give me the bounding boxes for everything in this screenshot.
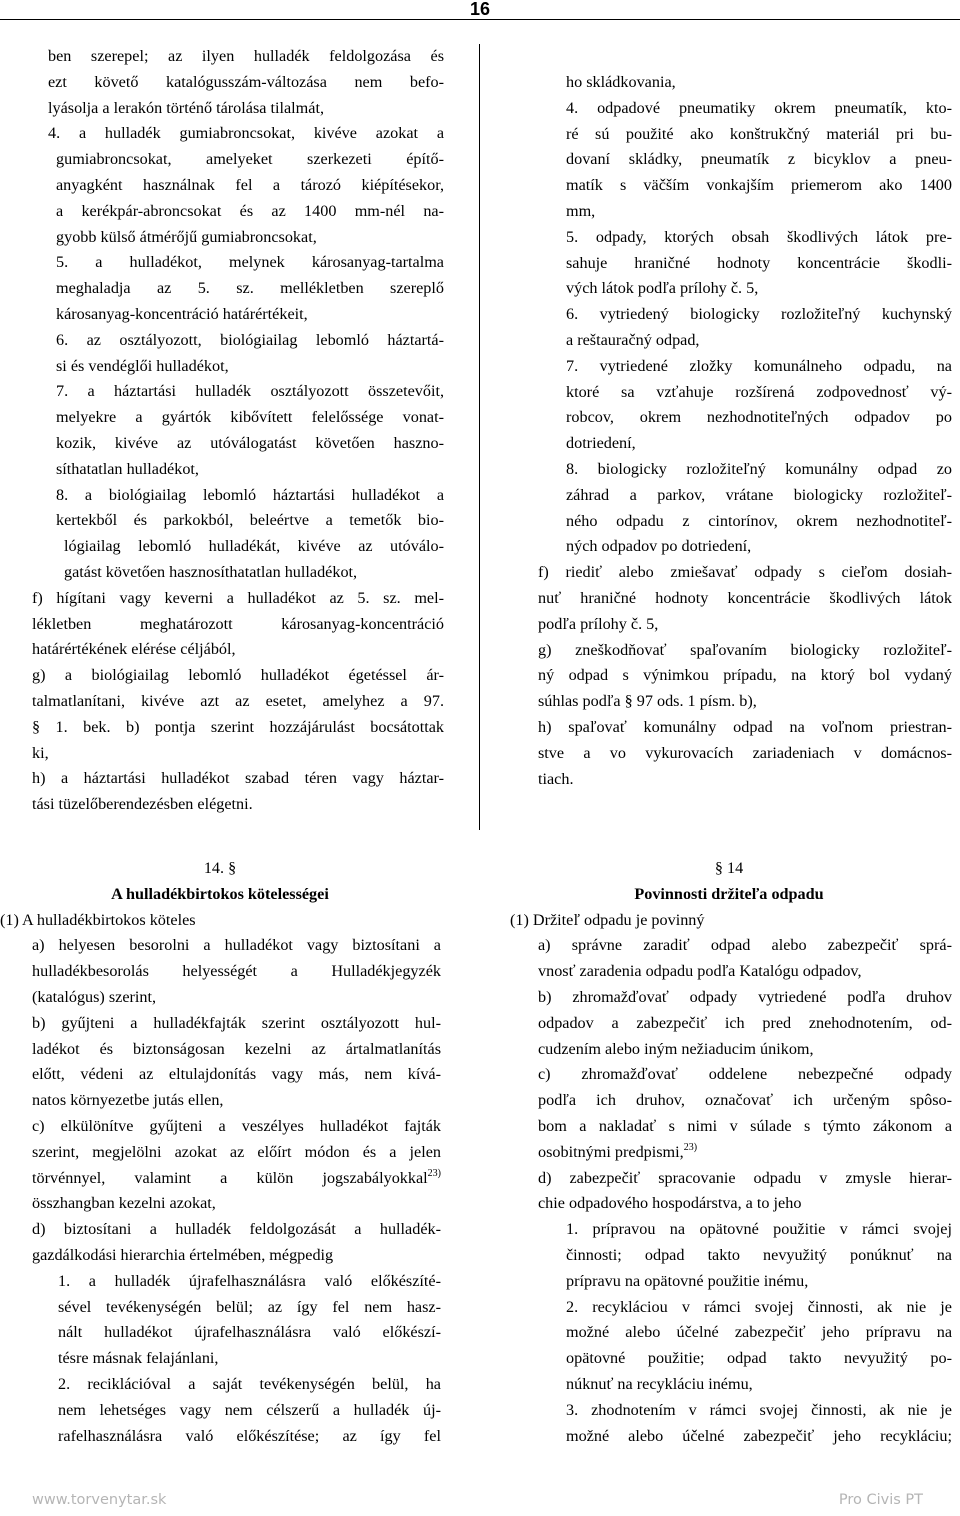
- line-text: matík s väčším vonkajším priemerom ako 1400: [566, 176, 952, 195]
- line-text: podľa ich druhov, označovať ich určeným spôso-: [538, 1091, 952, 1110]
- line-text: 1. a hulladék újrafelhasználásra való előkészíté-: [58, 1271, 441, 1290]
- line-text: lógiailag lebomló hulladékát, kivéve az utóválo-: [64, 537, 444, 556]
- line-text: anyagként használnak fel a tározó kiépítésekor,: [56, 175, 444, 194]
- sk-section-line: [566, 1217, 952, 1243]
- line-text: ezt követő katalógusszám-változása nem befo-: [48, 72, 444, 91]
- line-text: odpadov a zabezpečiť ich pred znehodnotením, od-: [538, 1013, 952, 1032]
- sk-section-line: [538, 959, 952, 985]
- sk-text-line: [566, 302, 952, 328]
- line-text: Povinnosti držiteľa odpadu: [634, 884, 824, 903]
- line-text: 2. reciklációval a saját tevékenységén belül, ha: [58, 1374, 441, 1393]
- line-text: síthatatlan hulladékot,: [56, 459, 199, 478]
- sk-section-line: [538, 985, 952, 1011]
- line-text: nem lehetséges vagy nem célszerű a hulladék új-: [58, 1400, 441, 1419]
- top-right-column: [0, 70, 960, 792]
- sk-text-line: [566, 225, 952, 251]
- line-text: gumiabroncsokat, amelyeket szerkezeti építő-: [56, 150, 444, 169]
- line-text: ben szerepel; az ilyen hulladék feldolgozása és: [48, 47, 444, 65]
- sk-section-line: [538, 1088, 952, 1114]
- line-text: (katalógus) szerint,: [32, 987, 157, 1006]
- line-text: 7. vytriedené zložky komunálneho odpadu, na: [566, 356, 952, 375]
- footer-publisher: Pro Civis PT: [838, 1492, 923, 1508]
- line-text: összhangban kezelni azokat,: [32, 1194, 216, 1213]
- line-text: dotriedení,: [566, 434, 636, 453]
- line-text: d) biztosítani a hulladék feldolgozását a hulladék-: [32, 1220, 441, 1239]
- line-text: b) zhromažďovať odpady vytriedené podľa druhov: [538, 987, 952, 1006]
- sk-text-line: [538, 560, 952, 586]
- line-text: hulladékbesorolás helyességét a Hulladékjegyzék: [32, 962, 441, 981]
- line-text: g) zneškodňovať spaľovaním biologicky rozložiteľ-: [538, 640, 952, 659]
- line-text: szerint, megjelölni azokat az előírt módon és a jelen: [32, 1142, 441, 1161]
- hu-text-line: [32, 792, 444, 818]
- line-text: f) riediť alebo zmiešavať odpady s cieľom dosiah-: [538, 563, 952, 582]
- sk-section-line: [498, 882, 960, 908]
- sk-text-line: [538, 663, 952, 689]
- line-text: nált hulladékot újrafelhasználásra való előkészí-: [58, 1323, 441, 1342]
- line-text: tiach.: [538, 769, 574, 788]
- line-text: tésre másnak felajánlani,: [58, 1349, 219, 1368]
- sk-section-line: [566, 1269, 952, 1295]
- line-text: § 14: [714, 859, 744, 877]
- line-text: 7. a háztartási hulladék osztályozott összetevőit,: [56, 382, 444, 401]
- line-text: sével tevékenységén belül; az így fel nem hasz-: [58, 1297, 441, 1316]
- line-text: vnosť zaradenia odpadu podľa Katalógu odpadov,: [538, 962, 862, 981]
- line-text: osobitnými predpismi,: [538, 1142, 684, 1161]
- sk-text-line: [566, 122, 952, 148]
- sk-text-line: [566, 405, 952, 431]
- sk-section-line: [566, 1295, 952, 1321]
- sk-section-line: [538, 1037, 952, 1063]
- line-text: 8. a biológiailag lebomló háztartási hulladékot a: [56, 485, 444, 504]
- line-text: (1) Držiteľ odpadu je povinný: [510, 910, 705, 929]
- line-text: határértékének elérése céljából,: [32, 640, 236, 659]
- line-text: a kerékpár-abroncsokat és az 1400 mm-nél na-: [56, 201, 444, 220]
- line-text: (1) A hulladékbirtokos köteles: [0, 910, 196, 929]
- line-text: ného odpadu z cintorínov, okrem nezhodnotiteľ-: [566, 511, 952, 530]
- line-text: meghaladja az 5. sz. mellékletben szereplő: [56, 279, 444, 298]
- sk-text-line: [566, 483, 952, 509]
- line-text: 14. §: [203, 859, 237, 877]
- line-text: robcov, okrem nezhodnotiteľných odpadov po: [566, 408, 952, 427]
- line-text: talmatlanítani, kivéve azt az esetet, amelyhez a 97.: [32, 691, 444, 710]
- sk-section-line: [538, 1191, 952, 1217]
- sk-text-line: [566, 354, 952, 380]
- line-text: nuť hraničné hodnoty koncentrácie škodlivých látok: [538, 588, 952, 607]
- sk-text-line: [566, 457, 952, 483]
- sk-text-line: [566, 147, 952, 173]
- line-text: ho skládkovania,: [566, 73, 676, 91]
- line-text: c) zhromažďovať oddelene nebezpečné odpady: [538, 1065, 952, 1084]
- sk-section-line: [566, 1398, 952, 1424]
- line-text: lékletben meghatározott károsanyag-koncentráció: [32, 614, 444, 633]
- line-text: činnosti; odpad takto nevyužitý ponúknuť na: [566, 1245, 952, 1264]
- sk-text-line: [566, 380, 952, 406]
- line-text: bom a nakladať s nimi v súlade s týmto zákonom a: [538, 1116, 952, 1135]
- line-text: 8. biologicky rozložiteľný komunálny odpad zo: [566, 459, 952, 478]
- line-text: ktoré sa vzťahuje rozšírená zodpovednosť vý-: [566, 382, 952, 401]
- sk-section-line: [538, 1166, 952, 1192]
- sk-section-line: [538, 933, 952, 959]
- line-text: előtt, védeni az eltulajdonítás vagy más, nem kívá-: [32, 1065, 441, 1084]
- line-text: možné alebo účelné zabezpečiť jeho recykláciu;: [566, 1426, 952, 1445]
- line-text: chie odpadového hospodárstva, a to jeho: [538, 1194, 802, 1213]
- line-text: 2. recykláciou v rámci svojej činnosti, ak nie je: [566, 1297, 952, 1316]
- line-text: f) hígítani vagy keverni a hulladékot az 5. sz. mel-: [32, 588, 444, 607]
- line-text: stve a vo vykurovacích zariadeniach v domácnos-: [538, 743, 952, 762]
- line-text: kertekből és parkokból, beleértve a temetők bio-: [56, 511, 444, 530]
- footer-website: www.torvenytar.sk: [32, 1492, 167, 1508]
- line-text: h) spaľovať komunálny odpad na voľnom priestran-: [538, 717, 952, 736]
- sk-section-line: [566, 1243, 952, 1269]
- line-text: opätovné použitie; odpad takto nevyužitý po-: [566, 1349, 952, 1368]
- line-text: ný odpad s výnimkou prípadu, na ktorý bol vydaný: [538, 666, 952, 685]
- footnote-ref: 23): [427, 1167, 441, 1179]
- line-text: prípravu na opätovné použitie inému,: [566, 1271, 809, 1290]
- sk-text-line: [566, 96, 952, 122]
- line-text: dovaní skládky, pneumatík z bicyklov a pneu-: [566, 150, 952, 169]
- line-text: 4. odpadové pneumatiky okrem pneumatík, kto-: [566, 98, 952, 117]
- sk-text-line: [566, 509, 952, 535]
- hu-text-line: [48, 44, 444, 70]
- sk-text-line: [566, 173, 952, 199]
- line-text: gyobb külső átmérőjű gumiabroncsokat,: [56, 227, 317, 246]
- sk-text-line: [566, 431, 952, 457]
- sk-text-line: [566, 276, 952, 302]
- sk-text-line: [566, 70, 952, 96]
- bottom-right-column: [0, 856, 960, 1449]
- line-text: 1. prípravou na opätovné použitie v rámci svojej: [566, 1220, 952, 1239]
- line-text: rafelhasználásra való előkészítése; az így fel: [58, 1426, 441, 1445]
- line-text: károsanyag-koncentráció határértékeit,: [56, 304, 308, 323]
- sk-section-line: [538, 1011, 952, 1037]
- line-text: d) zabezpečiť spracovanie odpadu v zmysle hierar-: [538, 1168, 952, 1187]
- sk-text-line: [566, 199, 952, 225]
- footnote-ref: 23): [683, 1141, 698, 1153]
- line-text: a) helyesen besorolni a hulladékot vagy biztosítani a: [32, 936, 441, 955]
- line-text: g) a biológiailag lebomló hulladékot égetéssel ár-: [32, 666, 444, 685]
- line-text: podľa prílohy č. 5,: [538, 614, 659, 633]
- line-text: mm,: [566, 201, 596, 220]
- line-text: 6. vytriedený biologicky rozložiteľný kuchynský: [566, 305, 952, 324]
- line-text: 5. a hulladékot, melynek károsanyag-tartalma: [56, 253, 444, 272]
- sk-section-line: [566, 1320, 952, 1346]
- line-text: lyásolja a lerakón történő tárolása tilalmát,: [48, 98, 324, 117]
- sk-section-line: [566, 1372, 952, 1398]
- line-text: kozik, kivéve az utóválogatást követően haszno-: [56, 433, 444, 452]
- line-text: gazdálkodási hierarchia értelmében, mégpedig: [32, 1245, 334, 1264]
- line-text: h) a háztartási hulladékot szabad téren vagy háztar-: [32, 769, 444, 788]
- line-text: melyekre a gyártók kibővített felelőssége vonat-: [56, 408, 444, 427]
- line-text: A hulladékbirtokos kötelességei: [111, 884, 329, 903]
- line-text: c) elkülönítve gyűjteni a veszélyes hulladékot fajták: [32, 1116, 441, 1135]
- sk-text-line: [566, 534, 952, 560]
- line-text: ki,: [32, 743, 49, 762]
- line-text: súhlas podľa § 97 ods. 1 písm. b),: [538, 692, 757, 711]
- line-text: 6. az osztályozott, biológiailag lebomló háztartá-: [56, 330, 444, 349]
- page-number: 16: [469, 0, 491, 19]
- line-text: možné alebo účelné zabezpečiť jeho prípravu na: [566, 1323, 952, 1342]
- line-text: tási tüzelőberendezésben elégetni.: [32, 795, 253, 814]
- sk-section-line: [538, 1062, 952, 1088]
- line-text: törvénnyel, valamint a külön jogszabályokkal: [32, 1168, 428, 1187]
- sk-text-line: [538, 638, 952, 664]
- sk-text-line: [538, 767, 952, 793]
- line-text: natos környezetbe jutás ellen,: [32, 1091, 224, 1110]
- line-text: 5. odpady, ktorých obsah škodlivých látok pre-: [566, 227, 952, 246]
- line-text: ladékot és biztonságosan kezelni az ártalmatlanítás: [32, 1039, 441, 1058]
- sk-section-line: [498, 856, 960, 882]
- sk-section-line: [538, 1140, 952, 1166]
- header-rule: [0, 19, 960, 20]
- sk-text-line: [538, 741, 952, 767]
- sk-section-line: [566, 1346, 952, 1372]
- line-text: gatást követően hasznosíthatatlan hulladékot,: [64, 562, 358, 581]
- sk-text-line: [538, 689, 952, 715]
- line-text: ré sú použité ako konštrukčný materiál pri bu-: [566, 124, 952, 143]
- line-text: núknuť na recykláciu inému,: [566, 1374, 753, 1393]
- sk-text-line: [566, 251, 952, 277]
- line-text: ných odpadov po dotriedení,: [566, 537, 752, 556]
- line-text: a) správne zaradiť odpad alebo zabezpečiť sprá-: [538, 936, 952, 955]
- sk-text-line: [538, 586, 952, 612]
- line-text: cudzením alebo iným nežiaducim únikom,: [538, 1039, 814, 1058]
- line-text: b) gyűjteni a hulladékfajták szerint osztályozott hul-: [32, 1013, 441, 1032]
- line-text: záhrad a parkov, vrátane biologicky rozložiteľ-: [566, 485, 952, 504]
- line-text: 3. zhodnotením v rámci svojej činnosti, ak nie je: [566, 1400, 952, 1419]
- sk-section-line: [538, 1114, 952, 1140]
- sk-section-line: [510, 908, 952, 934]
- sk-text-line: [538, 715, 952, 741]
- sk-section-line: [566, 1424, 952, 1450]
- line-text: § 1. bek. b) pontja szerint hozzájárulást bocsátottak: [32, 717, 444, 736]
- line-text: a reštauračný odpad,: [566, 330, 700, 349]
- line-text: sahuje hraničné hodnoty koncentrácie škodli-: [566, 253, 952, 272]
- line-text: si és vendéglői hulladékot,: [56, 356, 229, 375]
- line-text: vých látok podľa prílohy č. 5,: [566, 279, 759, 298]
- sk-text-line: [566, 328, 952, 354]
- line-text: 4. a hulladék gumiabroncsokat, kivéve azokat a: [48, 124, 444, 143]
- sk-text-line: [538, 612, 952, 638]
